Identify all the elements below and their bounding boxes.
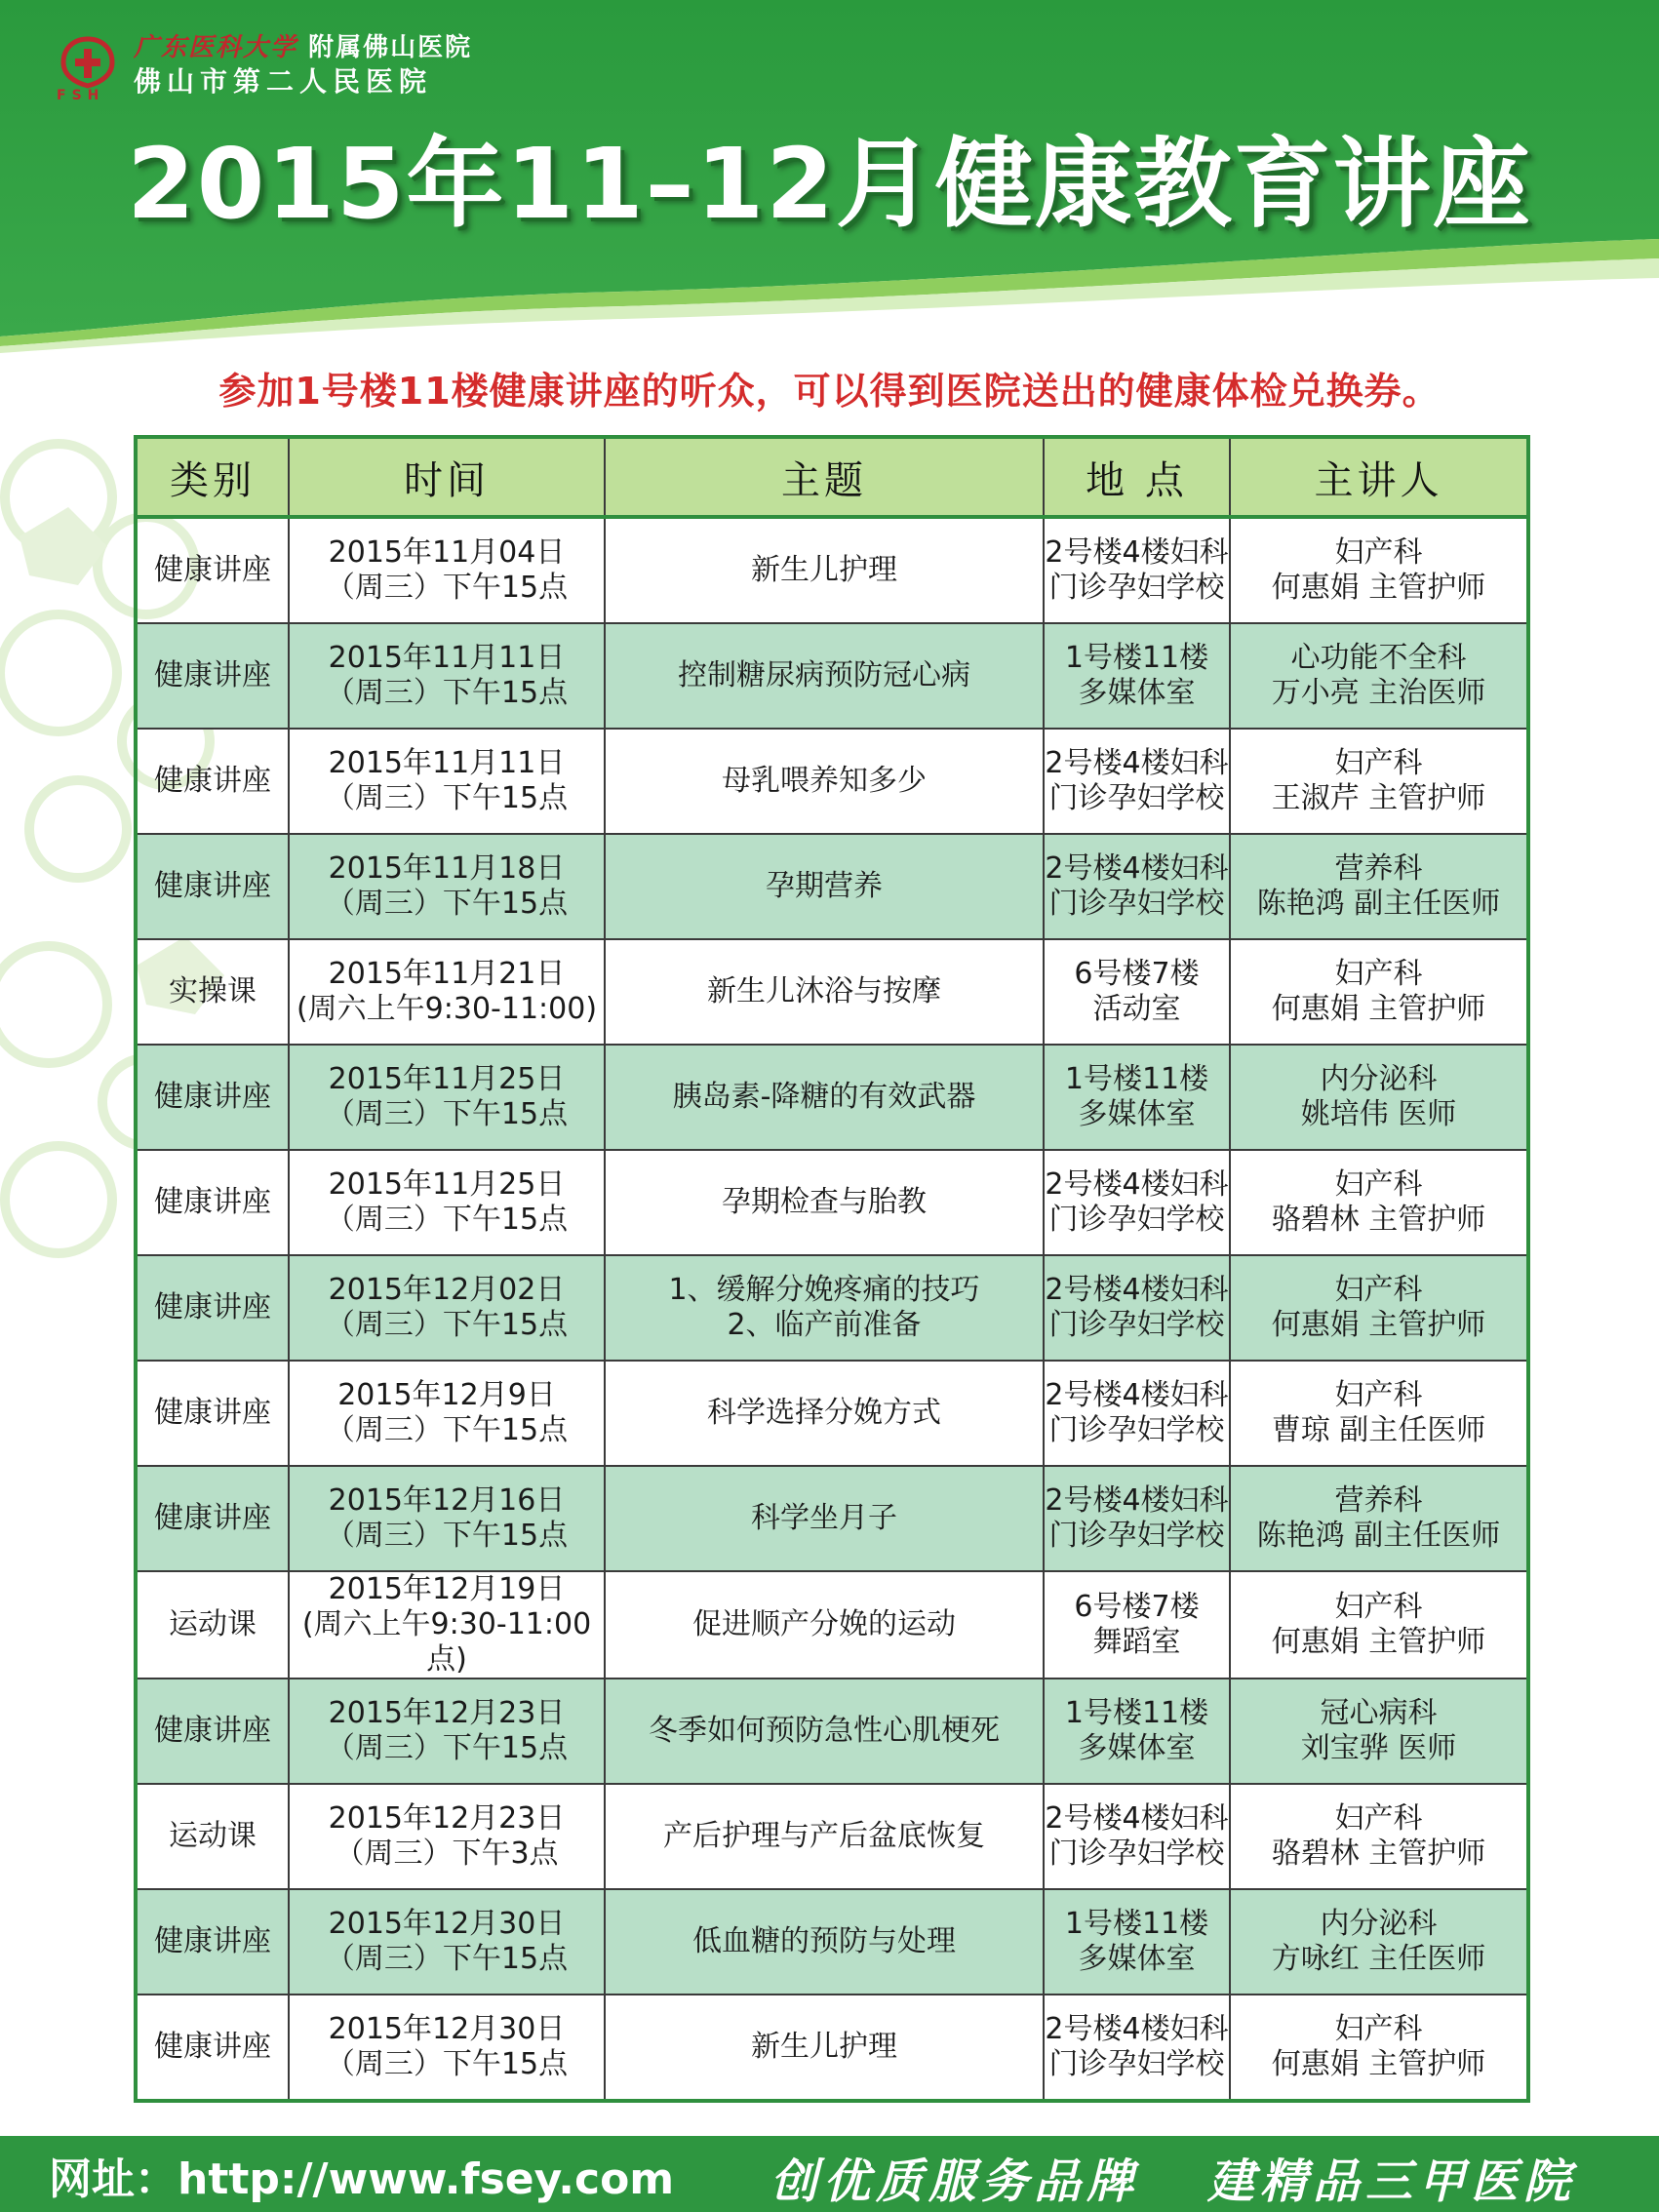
cell-time-line: 2015年11月21日 xyxy=(328,957,566,991)
cell-category xyxy=(136,1255,289,1361)
cell-category xyxy=(136,1466,289,1571)
cell-place xyxy=(1044,1679,1230,1784)
cell-speaker-line: 何惠娟 主管护师 xyxy=(1271,992,1486,1026)
cell-time xyxy=(289,1679,605,1784)
table-row xyxy=(136,1150,1528,1255)
cell-topic-line: 冬季如何预防急性心肌梗死 xyxy=(649,1714,1000,1748)
cell-speaker-line: 妇产科 xyxy=(1334,1801,1423,1836)
cell-place-line: 门诊孕妇学校 xyxy=(1048,1837,1225,1871)
table-row xyxy=(136,1995,1528,2101)
cell-time-line: 2015年12月30日 xyxy=(328,1907,566,1941)
cell-category-line: 健康讲座 xyxy=(154,658,271,692)
cell-place-line: 2号楼4楼妇科 xyxy=(1045,2012,1229,2046)
cell-topic xyxy=(605,1045,1044,1150)
cell-topic-line: 促进顺产分娩的运动 xyxy=(692,1607,956,1641)
cell-category-line: 健康讲座 xyxy=(154,1080,271,1114)
table-row xyxy=(136,1784,1528,1889)
cell-topic-line: 低血糖的预防与处理 xyxy=(692,1924,956,1958)
cell-category-line: 健康讲座 xyxy=(154,1714,271,1748)
cell-speaker-line: 王淑芹 主管护师 xyxy=(1271,781,1486,815)
cell-time-line: （周三）下午15点 xyxy=(325,1519,569,1553)
lecture-schedule-table xyxy=(134,435,1530,2103)
header-speaker: 主讲人 xyxy=(1230,437,1528,517)
cell-place xyxy=(1044,1045,1230,1150)
cell-speaker-line: 妇产科 xyxy=(1334,1590,1423,1624)
cell-topic-line: 产后护理与产后盆底恢复 xyxy=(663,1819,985,1853)
cell-topic xyxy=(605,1784,1044,1889)
cell-place-line: 2号楼4楼妇科 xyxy=(1045,1273,1229,1307)
cell-speaker-line: 妇产科 xyxy=(1334,957,1423,991)
cell-category-line: 健康讲座 xyxy=(154,1290,271,1324)
cell-place-line: 2号楼4楼妇科 xyxy=(1045,851,1229,886)
university-name: 广东医科大学 xyxy=(134,33,298,63)
cell-time-line: （周三）下午3点 xyxy=(335,1837,559,1871)
footer-bar xyxy=(0,2136,1659,2212)
cell-category-line: 健康讲座 xyxy=(154,1501,271,1535)
table-row xyxy=(136,517,1528,623)
cell-time xyxy=(289,517,605,623)
cell-time-line: （周三）下午15点 xyxy=(325,1308,569,1342)
cell-topic xyxy=(605,1150,1044,1255)
cell-topic-line: 1、缓解分娩疼痛的技巧 xyxy=(668,1273,980,1307)
cell-time-line: （周三）下午15点 xyxy=(325,1731,569,1765)
cell-time-line: 2015年12月30日 xyxy=(328,2012,566,2046)
cell-place-line: 舞蹈室 xyxy=(1092,1625,1181,1659)
cell-topic-line: 胰岛素-降糖的有效武器 xyxy=(672,1080,976,1114)
cell-topic-line: 控制糖尿病预防冠心病 xyxy=(678,658,970,692)
cell-place xyxy=(1044,939,1230,1045)
hospital-name: 佛山市第二人民医院 xyxy=(134,64,433,98)
cell-place-line: 6号楼7楼 xyxy=(1074,1590,1200,1624)
cell-time-line: 2015年12月23日 xyxy=(328,1801,566,1836)
cell-topic-line: 新生儿护理 xyxy=(751,2030,897,2064)
cell-place xyxy=(1044,1255,1230,1361)
cell-speaker-line: 陈艳鸿 副主任医师 xyxy=(1256,887,1501,921)
cell-category-line: 健康讲座 xyxy=(154,1924,271,1958)
cell-time-line: （周三）下午15点 xyxy=(325,676,569,710)
hospital-logo xyxy=(54,31,472,99)
cell-place-line: 门诊孕妇学校 xyxy=(1048,1308,1225,1342)
table-row xyxy=(136,1255,1528,1361)
cell-time xyxy=(289,1361,605,1466)
cell-topic-line: 新生儿沐浴与按摩 xyxy=(707,974,941,1008)
cell-speaker xyxy=(1230,1150,1528,1255)
table-header-row xyxy=(136,437,1528,517)
cell-category-line: 健康讲座 xyxy=(154,1396,271,1430)
cell-place-line: 多媒体室 xyxy=(1078,676,1196,710)
cell-place-line: 门诊孕妇学校 xyxy=(1048,1413,1225,1447)
cell-place-line: 多媒体室 xyxy=(1078,1942,1196,1976)
cell-time-line: （周三）下午15点 xyxy=(325,2047,569,2081)
cell-time-line: 2015年12月9日 xyxy=(337,1378,556,1412)
cell-place-line: 门诊孕妇学校 xyxy=(1048,571,1225,605)
notice-text: 参加1号楼11楼健康讲座的听众，可以得到医院送出的健康体检兑换券。 xyxy=(218,370,1441,413)
cell-topic xyxy=(605,1995,1044,2101)
header-place: 地 点 xyxy=(1044,437,1230,517)
cell-topic xyxy=(605,1255,1044,1361)
cell-speaker xyxy=(1230,1361,1528,1466)
cell-time-line: 2015年11月18日 xyxy=(328,851,566,886)
cell-place xyxy=(1044,1889,1230,1995)
header-topic: 主题 xyxy=(605,437,1044,517)
website-url: 网址：http://www.fsey.com xyxy=(49,2154,675,2204)
cell-speaker-line: 姚培伟 医师 xyxy=(1300,1097,1457,1131)
cell-time xyxy=(289,1995,605,2101)
cell-speaker xyxy=(1230,939,1528,1045)
cell-topic-line: 科学选择分娩方式 xyxy=(707,1396,941,1430)
cell-topic xyxy=(605,1889,1044,1995)
cell-category-line: 运动课 xyxy=(169,1819,257,1853)
cell-time-line: （周三）下午15点 xyxy=(325,1203,569,1237)
cell-place-line: 2号楼4楼妇科 xyxy=(1045,1801,1229,1836)
cell-speaker-line: 妇产科 xyxy=(1334,535,1423,570)
cell-place-line: 2号楼4楼妇科 xyxy=(1045,1167,1229,1202)
cell-topic-line: 新生儿护理 xyxy=(751,553,897,587)
logo-abbr: FSH xyxy=(57,88,105,103)
cell-time-line: 2015年11月25日 xyxy=(328,1062,566,1096)
cell-category-line: 健康讲座 xyxy=(154,2030,271,2064)
header-time: 时间 xyxy=(289,437,605,517)
cell-topic xyxy=(605,517,1044,623)
cell-speaker-line: 妇产科 xyxy=(1334,1378,1423,1412)
slogan-service: 创优质服务品牌 xyxy=(770,2154,1140,2209)
cell-speaker xyxy=(1230,729,1528,834)
cell-speaker-line: 何惠娟 主管护师 xyxy=(1271,2047,1486,2081)
cell-place xyxy=(1044,834,1230,939)
cell-speaker-line: 冠心病科 xyxy=(1320,1696,1438,1730)
cell-place xyxy=(1044,1150,1230,1255)
cell-time-line: （周三）下午15点 xyxy=(325,887,569,921)
cell-speaker xyxy=(1230,1571,1528,1679)
cell-speaker xyxy=(1230,517,1528,623)
cell-category-line: 运动课 xyxy=(169,1607,257,1641)
cell-time-line: 2015年12月02日 xyxy=(328,1273,566,1307)
cell-speaker-line: 妇产科 xyxy=(1334,1273,1423,1307)
affiliated-name: 附属佛山医院 xyxy=(308,33,473,63)
cell-time xyxy=(289,1255,605,1361)
cell-topic-line: 2、临产前准备 xyxy=(727,1308,922,1342)
table-row xyxy=(136,939,1528,1045)
cell-category-line: 健康讲座 xyxy=(154,1185,271,1219)
cell-topic xyxy=(605,729,1044,834)
cell-speaker xyxy=(1230,1679,1528,1784)
cell-place-line: 1号楼11楼 xyxy=(1064,1696,1209,1730)
cell-category xyxy=(136,1995,289,2101)
cell-speaker-line: 骆碧林 主管护师 xyxy=(1271,1203,1486,1237)
cell-time xyxy=(289,1150,605,1255)
cell-time xyxy=(289,1466,605,1571)
cell-time xyxy=(289,1784,605,1889)
cell-speaker xyxy=(1230,834,1528,939)
cell-topic xyxy=(605,834,1044,939)
cell-speaker-line: 何惠娟 主管护师 xyxy=(1271,1308,1486,1342)
cell-category-line: 健康讲座 xyxy=(154,553,271,587)
cell-category xyxy=(136,939,289,1045)
cell-time-line: （周三）下午15点 xyxy=(325,1097,569,1131)
cell-place xyxy=(1044,1571,1230,1679)
cell-place xyxy=(1044,517,1230,623)
table-row xyxy=(136,1571,1528,1679)
cell-speaker xyxy=(1230,623,1528,729)
cell-topic-line: 母乳喂养知多少 xyxy=(722,764,927,798)
cell-category xyxy=(136,1361,289,1466)
cell-speaker xyxy=(1230,1466,1528,1571)
cell-speaker-line: 妇产科 xyxy=(1334,2012,1423,2046)
cell-speaker-line: 心功能不全科 xyxy=(1290,641,1467,675)
cell-place xyxy=(1044,1784,1230,1889)
cell-topic-line: 科学坐月子 xyxy=(751,1501,897,1535)
cell-category-line: 实操课 xyxy=(169,974,257,1008)
cell-speaker-line: 营养科 xyxy=(1334,1483,1423,1518)
cell-speaker-line: 陈艳鸿 副主任医师 xyxy=(1256,1519,1501,1553)
cell-category xyxy=(136,834,289,939)
cell-place-line: 门诊孕妇学校 xyxy=(1048,1519,1225,1553)
cell-place xyxy=(1044,1361,1230,1466)
cell-speaker-line: 何惠娟 主管护师 xyxy=(1271,1625,1486,1659)
cell-category xyxy=(136,1679,289,1784)
cell-place-line: 1号楼11楼 xyxy=(1064,1907,1209,1941)
cell-speaker-line: 曹琼 副主任医师 xyxy=(1271,1413,1486,1447)
cell-time xyxy=(289,939,605,1045)
cell-time-line: 2015年12月19日 xyxy=(328,1572,566,1606)
cell-category xyxy=(136,517,289,623)
cell-topic xyxy=(605,939,1044,1045)
cell-place-line: 门诊孕妇学校 xyxy=(1048,2047,1225,2081)
cell-category xyxy=(136,1784,289,1889)
cell-speaker xyxy=(1230,1045,1528,1150)
cell-place-line: 2号楼4楼妇科 xyxy=(1045,746,1229,780)
cell-time-line: 2015年11月11日 xyxy=(328,641,566,675)
table-row xyxy=(136,729,1528,834)
cell-time xyxy=(289,1889,605,1995)
cell-place-line: 6号楼7楼 xyxy=(1074,957,1200,991)
cell-speaker-line: 内分泌科 xyxy=(1320,1907,1438,1941)
cell-place-line: 门诊孕妇学校 xyxy=(1048,1203,1225,1237)
cell-time-line: 2015年11月04日 xyxy=(328,535,566,570)
cell-speaker-line: 营养科 xyxy=(1334,851,1423,886)
cell-place xyxy=(1044,729,1230,834)
cell-category xyxy=(136,623,289,729)
cell-place xyxy=(1044,623,1230,729)
cell-category xyxy=(136,1571,289,1679)
cell-place-line: 门诊孕妇学校 xyxy=(1048,781,1225,815)
cell-time-line: 2015年11月25日 xyxy=(328,1167,566,1202)
cell-speaker-line: 骆碧林 主管护师 xyxy=(1271,1837,1486,1871)
table-row xyxy=(136,834,1528,939)
cell-topic xyxy=(605,623,1044,729)
cell-speaker-line: 妇产科 xyxy=(1334,746,1423,780)
cell-time xyxy=(289,1571,605,1679)
cell-category xyxy=(136,729,289,834)
cell-time xyxy=(289,729,605,834)
cell-place-line: 活动室 xyxy=(1092,992,1181,1026)
cell-place-line: 1号楼11楼 xyxy=(1064,641,1209,675)
cell-topic xyxy=(605,1679,1044,1784)
cell-category xyxy=(136,1150,289,1255)
cell-place-line: 多媒体室 xyxy=(1078,1731,1196,1765)
cell-topic-line: 孕期营养 xyxy=(766,869,883,903)
cell-time-line: （周三）下午15点 xyxy=(325,1942,569,1976)
table-row xyxy=(136,623,1528,729)
cell-time xyxy=(289,623,605,729)
cell-time-line: （周三）下午15点 xyxy=(325,1413,569,1447)
table-row xyxy=(136,1361,1528,1466)
cell-place-line: 多媒体室 xyxy=(1078,1097,1196,1131)
cell-time-line: 2015年11月11日 xyxy=(328,746,566,780)
cell-category-line: 健康讲座 xyxy=(154,764,271,798)
cell-topic xyxy=(605,1361,1044,1466)
footer-slogan xyxy=(770,2144,1644,2211)
cell-place-line: 1号楼11楼 xyxy=(1064,1062,1209,1096)
cell-place-line: 2号楼4楼妇科 xyxy=(1045,535,1229,570)
cell-time xyxy=(289,1045,605,1150)
cell-category xyxy=(136,1045,289,1150)
cell-speaker-line: 方咏红 主任医师 xyxy=(1271,1942,1486,1976)
cell-speaker-line: 刘宝骅 医师 xyxy=(1300,1731,1457,1765)
header-banner xyxy=(0,0,1659,371)
cell-speaker xyxy=(1230,1784,1528,1889)
cell-time xyxy=(289,834,605,939)
cell-time-line: 2015年12月23日 xyxy=(328,1696,566,1730)
cell-speaker-line: 妇产科 xyxy=(1334,1167,1423,1202)
cell-speaker xyxy=(1230,1889,1528,1995)
cell-category xyxy=(136,1889,289,1995)
cell-time-line: （周三）下午15点 xyxy=(325,781,569,815)
table-row xyxy=(136,1466,1528,1571)
header-category: 类别 xyxy=(136,437,289,517)
cell-speaker-line: 内分泌科 xyxy=(1320,1062,1438,1096)
cell-place xyxy=(1044,1995,1230,2101)
cell-topic xyxy=(605,1466,1044,1571)
cell-place-line: 2号楼4楼妇科 xyxy=(1045,1378,1229,1412)
page-title: 2015年11–12月健康教育讲座 xyxy=(127,127,1532,241)
cell-topic-line: 孕期检查与胎教 xyxy=(722,1185,927,1219)
table-row xyxy=(136,1045,1528,1150)
slogan-hospital: 建精品三甲医院 xyxy=(1207,2154,1577,2209)
cell-speaker xyxy=(1230,1255,1528,1361)
cell-time-line: （周三）下午15点 xyxy=(325,571,569,605)
cell-category-line: 健康讲座 xyxy=(154,869,271,903)
cell-speaker xyxy=(1230,1995,1528,2101)
cell-place-line: 2号楼4楼妇科 xyxy=(1045,1483,1229,1518)
table-row xyxy=(136,1889,1528,1995)
cell-place-line: 门诊孕妇学校 xyxy=(1048,887,1225,921)
cell-speaker-line: 万小亮 主治医师 xyxy=(1271,676,1486,710)
cell-time-line: (周六上午9:30-11:00点) xyxy=(301,1607,592,1677)
cell-time-line: 2015年12月16日 xyxy=(328,1483,566,1518)
table-row xyxy=(136,1679,1528,1784)
cell-time-line: (周六上午9:30-11:00) xyxy=(296,992,598,1026)
cell-topic xyxy=(605,1571,1044,1679)
cell-speaker-line: 何惠娟 主管护师 xyxy=(1271,571,1486,605)
cell-place xyxy=(1044,1466,1230,1571)
